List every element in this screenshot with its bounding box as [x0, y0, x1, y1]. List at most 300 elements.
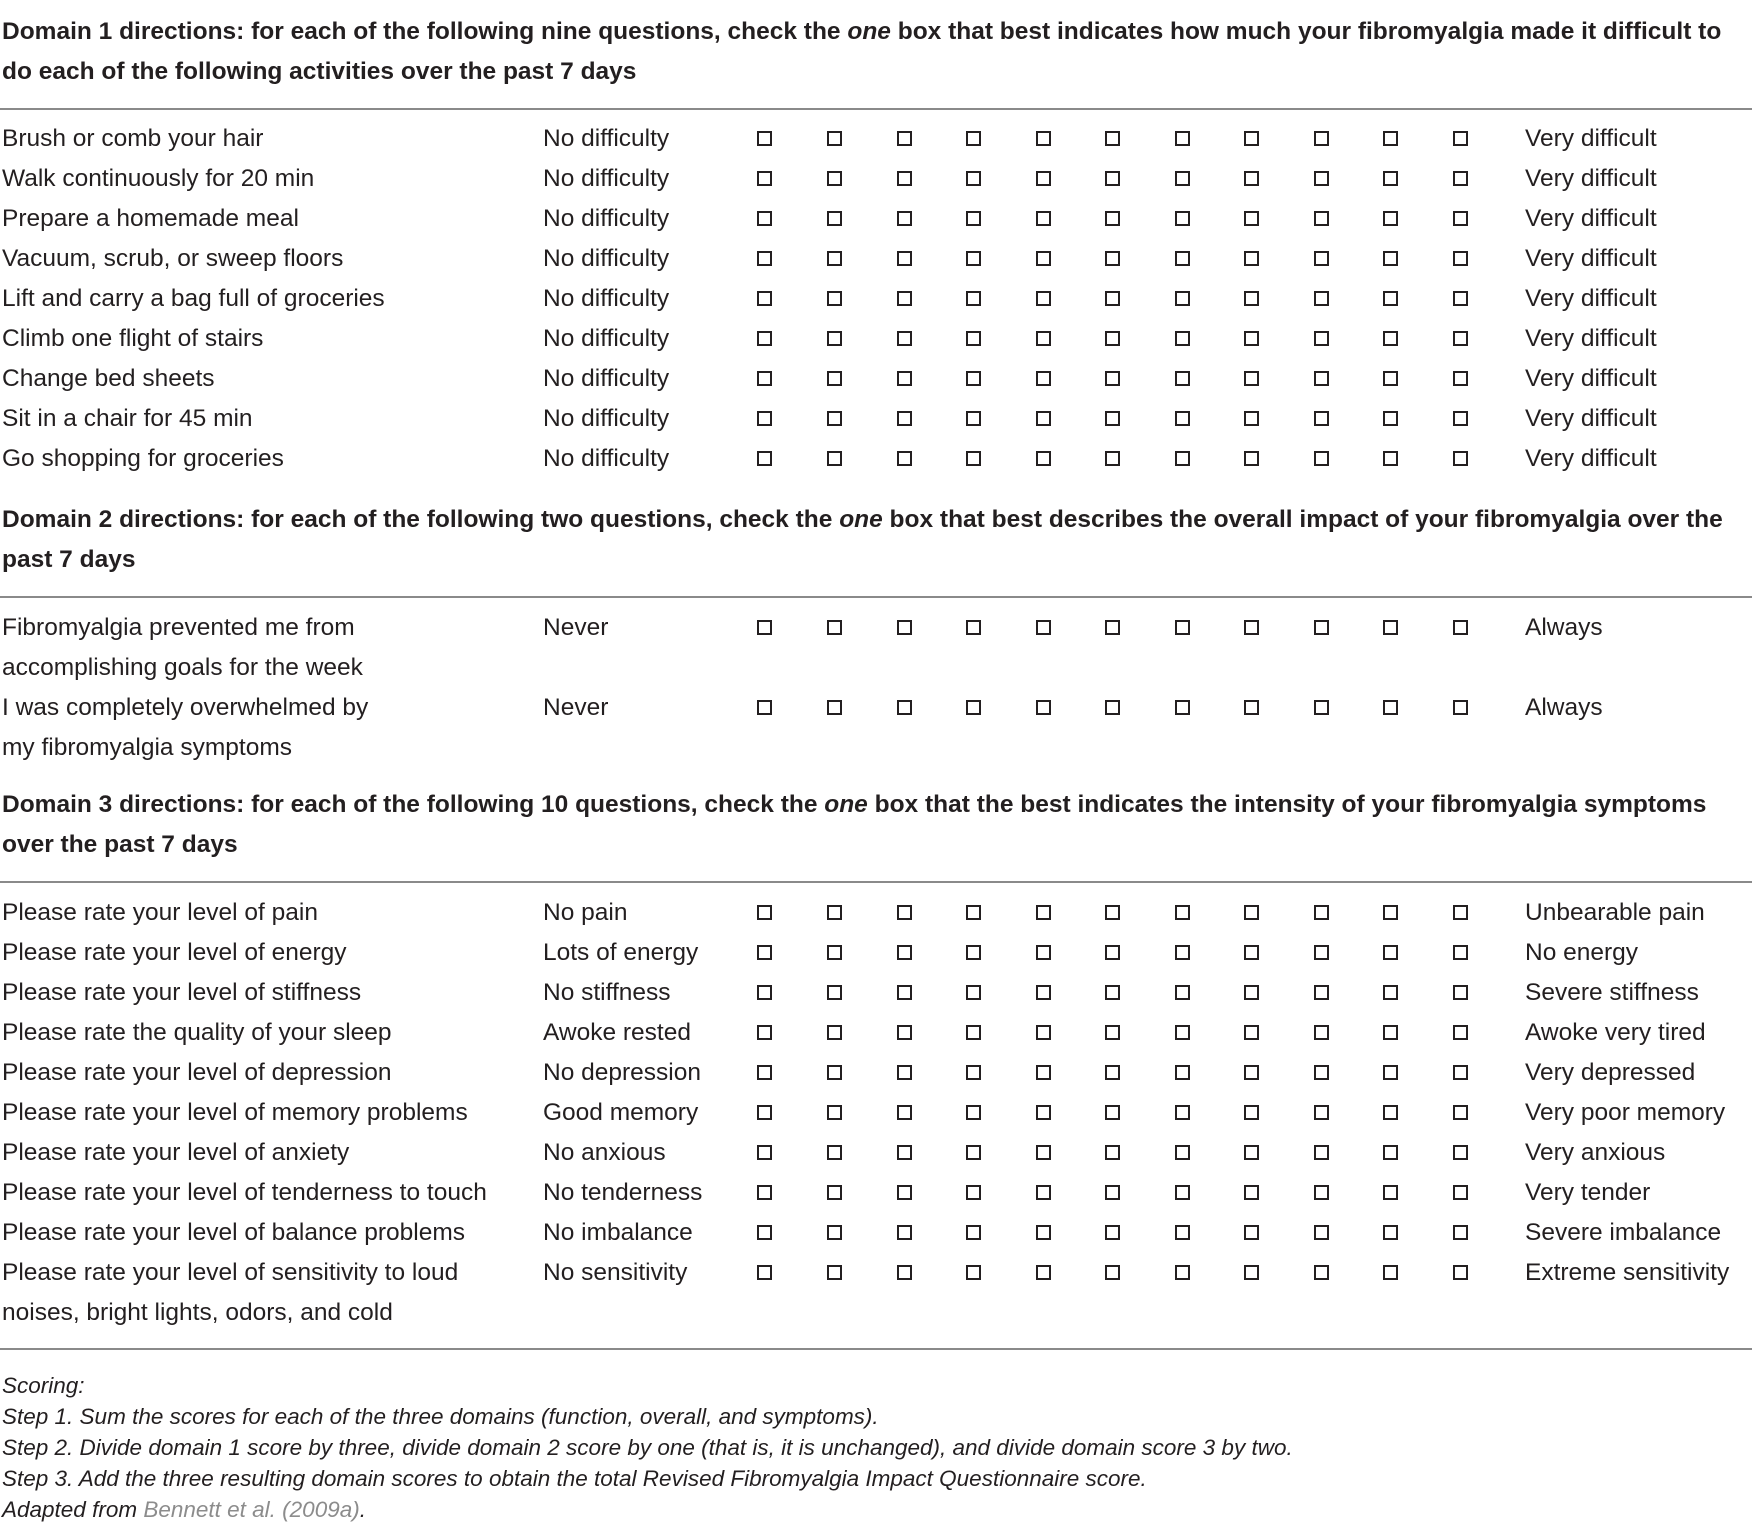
rating-checkbox-1[interactable]: [827, 411, 842, 426]
rating-checkbox-6[interactable]: [1175, 1225, 1190, 1240]
rating-checkbox-2[interactable]: [897, 331, 912, 346]
rating-checkbox-10[interactable]: [1453, 1145, 1468, 1160]
rating-checkbox-0[interactable]: [757, 1265, 772, 1280]
rating-checkbox-0[interactable]: [757, 1065, 772, 1080]
scale-low-label: No difficulty: [543, 365, 670, 392]
rating-checkbox-5[interactable]: [1105, 700, 1120, 715]
rating-checkbox-0[interactable]: [757, 1145, 772, 1160]
rating-checkbox-5[interactable]: [1105, 905, 1120, 920]
rating-checkbox-8[interactable]: [1314, 331, 1329, 346]
rating-checkbox-5[interactable]: [1105, 1225, 1120, 1240]
rating-checkbox-6[interactable]: [1175, 985, 1190, 1000]
domain3-directions-emphasis: one: [824, 791, 868, 818]
rating-checkbox-4[interactable]: [1036, 1185, 1051, 1200]
rating-checkbox-6[interactable]: [1175, 905, 1190, 920]
rating-checkbox-2[interactable]: [897, 251, 912, 266]
scale-low-label: No difficulty: [543, 205, 670, 232]
scale-high-label: Very difficult: [1525, 165, 1657, 192]
rating-checkbox-8[interactable]: [1314, 1265, 1329, 1280]
rating-checkbox-2[interactable]: [897, 131, 912, 146]
rating-checkbox-7[interactable]: [1244, 451, 1259, 466]
scale-high-label: Unbearable pain: [1525, 899, 1705, 926]
rating-checkbox-7[interactable]: [1244, 291, 1259, 306]
rating-checkbox-3[interactable]: [966, 451, 981, 466]
rating-checkbox-0[interactable]: [757, 371, 772, 386]
rating-checkbox-3[interactable]: [966, 1265, 981, 1280]
rating-checkbox-5[interactable]: [1105, 211, 1120, 226]
rating-checkbox-6[interactable]: [1175, 291, 1190, 306]
rating-checkbox-10[interactable]: [1453, 1105, 1468, 1120]
rating-checkbox-7[interactable]: [1244, 1265, 1259, 1280]
rating-checkbox-4[interactable]: [1036, 700, 1051, 715]
rating-checkbox-4[interactable]: [1036, 1065, 1051, 1080]
rating-checkbox-1[interactable]: [827, 1065, 842, 1080]
rating-checkbox-10[interactable]: [1453, 945, 1468, 960]
rating-checkbox-6[interactable]: [1175, 171, 1190, 186]
rating-checkbox-10[interactable]: [1453, 251, 1468, 266]
rating-checkbox-0[interactable]: [757, 451, 772, 466]
rating-checkbox-1[interactable]: [827, 291, 842, 306]
question-text: my fibromyalgia symptoms: [2, 734, 292, 761]
rating-checkbox-8[interactable]: [1314, 985, 1329, 1000]
rating-checkbox-4[interactable]: [1036, 291, 1051, 306]
rating-checkbox-1[interactable]: [827, 905, 842, 920]
rating-checkbox-6[interactable]: [1175, 411, 1190, 426]
rating-checkbox-7[interactable]: [1244, 1105, 1259, 1120]
question-text: Walk continuously for 20 min: [2, 165, 315, 192]
rating-checkbox-10[interactable]: [1453, 905, 1468, 920]
rating-checkbox-4[interactable]: [1036, 1025, 1051, 1040]
rating-checkbox-4[interactable]: [1036, 451, 1051, 466]
rating-checkbox-8[interactable]: [1314, 451, 1329, 466]
rating-checkbox-8[interactable]: [1314, 1065, 1329, 1080]
rating-checkbox-0[interactable]: [757, 1185, 772, 1200]
question-text: Please rate your level of tenderness to touch: [2, 1179, 487, 1206]
scale-high-label: Very difficult: [1525, 125, 1657, 152]
rating-checkbox-7[interactable]: [1244, 411, 1259, 426]
rating-checkbox-7[interactable]: [1244, 371, 1259, 386]
rating-checkbox-1[interactable]: [827, 331, 842, 346]
rating-checkbox-10[interactable]: [1453, 371, 1468, 386]
rating-checkbox-1[interactable]: [827, 251, 842, 266]
rating-checkbox-10[interactable]: [1453, 171, 1468, 186]
rating-checkbox-7[interactable]: [1244, 700, 1259, 715]
rating-checkbox-8[interactable]: [1314, 211, 1329, 226]
rating-checkbox-0[interactable]: [757, 945, 772, 960]
adapted-from: [2, 1494, 366, 1525]
rating-checkbox-2[interactable]: [897, 620, 912, 635]
rating-checkbox-0[interactable]: [757, 905, 772, 920]
rating-checkbox-2[interactable]: [897, 1145, 912, 1160]
rating-checkbox-6[interactable]: [1175, 131, 1190, 146]
rating-checkbox-4[interactable]: [1036, 331, 1051, 346]
rating-checkbox-6[interactable]: [1175, 620, 1190, 635]
domain2-directions-text: Domain 2 directions: for each of the following two questions, check the: [2, 506, 840, 533]
rating-checkbox-1[interactable]: [827, 371, 842, 386]
rating-checkbox-6[interactable]: [1175, 1145, 1190, 1160]
rating-checkbox-7[interactable]: [1244, 985, 1259, 1000]
rating-checkbox-5[interactable]: [1105, 620, 1120, 635]
rating-checkbox-9[interactable]: [1383, 331, 1398, 346]
rating-checkbox-1[interactable]: [827, 171, 842, 186]
rating-checkbox-7[interactable]: [1244, 1025, 1259, 1040]
rating-checkbox-7[interactable]: [1244, 620, 1259, 635]
rating-checkbox-9[interactable]: [1383, 171, 1398, 186]
question-text: Sit in a chair for 45 min: [2, 405, 253, 432]
rating-checkbox-9[interactable]: [1383, 945, 1398, 960]
rating-checkbox-10[interactable]: [1453, 211, 1468, 226]
scale-low-label: No anxious: [543, 1139, 666, 1166]
rating-checkbox-2[interactable]: [897, 1185, 912, 1200]
rating-checkbox-1[interactable]: [827, 451, 842, 466]
rating-checkbox-2[interactable]: [897, 1025, 912, 1040]
domain3-directions-text-end: box that the best indicates the intensity of your fibromyalgia symptoms over the past 7 days: [2, 791, 1707, 858]
rating-checkbox-3[interactable]: [966, 1105, 981, 1120]
rating-checkbox-9[interactable]: [1383, 251, 1398, 266]
rating-checkbox-9[interactable]: [1383, 131, 1398, 146]
rating-checkbox-6[interactable]: [1175, 451, 1190, 466]
rating-checkbox-8[interactable]: [1314, 371, 1329, 386]
question-text: Please rate your level of balance problems: [2, 1219, 466, 1246]
question-text: Climb one flight of stairs: [2, 325, 264, 352]
rating-checkbox-9[interactable]: [1383, 1185, 1398, 1200]
rating-checkbox-5[interactable]: [1105, 411, 1120, 426]
rating-checkbox-2[interactable]: [897, 1265, 912, 1280]
rating-checkbox-7[interactable]: [1244, 1145, 1259, 1160]
rating-checkbox-7[interactable]: [1244, 1185, 1259, 1200]
rating-checkbox-8[interactable]: [1314, 1225, 1329, 1240]
rating-checkbox-3[interactable]: [966, 1065, 981, 1080]
rating-checkbox-6[interactable]: [1175, 1185, 1190, 1200]
rating-checkbox-3[interactable]: [966, 171, 981, 186]
reference-link[interactable]: Bennett et al. (2009a): [143, 1497, 360, 1522]
rating-checkbox-8[interactable]: [1314, 291, 1329, 306]
scale-high-label: Very difficult: [1525, 245, 1657, 272]
rating-checkbox-8[interactable]: [1314, 411, 1329, 426]
rating-checkbox-0[interactable]: [757, 985, 772, 1000]
rating-checkbox-7[interactable]: [1244, 1225, 1259, 1240]
rating-checkbox-6[interactable]: [1175, 1025, 1190, 1040]
rating-checkbox-10[interactable]: [1453, 1185, 1468, 1200]
rating-checkbox-10[interactable]: [1453, 131, 1468, 146]
scale-high-label: Very difficult: [1525, 405, 1657, 432]
rating-checkbox-10[interactable]: [1453, 620, 1468, 635]
scale-low-label: No pain: [543, 899, 628, 926]
rating-checkbox-2[interactable]: [897, 451, 912, 466]
rating-checkbox-7[interactable]: [1244, 1065, 1259, 1080]
rating-checkbox-10[interactable]: [1453, 331, 1468, 346]
question-text: Please rate your level of depression: [2, 1059, 392, 1086]
rating-checkbox-8[interactable]: [1314, 945, 1329, 960]
rating-checkbox-9[interactable]: [1383, 1145, 1398, 1160]
rating-checkbox-8[interactable]: [1314, 1145, 1329, 1160]
rating-checkbox-1[interactable]: [827, 700, 842, 715]
rating-checkbox-4[interactable]: [1036, 1225, 1051, 1240]
rating-checkbox-9[interactable]: [1383, 371, 1398, 386]
rating-checkbox-9[interactable]: [1383, 1025, 1398, 1040]
rating-checkbox-3[interactable]: [966, 1145, 981, 1160]
rating-checkbox-9[interactable]: [1383, 291, 1398, 306]
rating-checkbox-10[interactable]: [1453, 700, 1468, 715]
domain1-directions-text: Domain 1 directions: for each of the following nine questions, check the: [2, 18, 848, 45]
domain1-directions: [2, 12, 1750, 92]
rating-checkbox-5[interactable]: [1105, 945, 1120, 960]
rating-checkbox-10[interactable]: [1453, 291, 1468, 306]
rating-checkbox-8[interactable]: [1314, 171, 1329, 186]
scale-low-label: No difficulty: [543, 165, 670, 192]
rating-checkbox-8[interactable]: [1314, 131, 1329, 146]
rating-checkbox-1[interactable]: [827, 945, 842, 960]
scoring-step-2: Step 2. Divide domain 1 score by three, divide domain 2 score by one (that is, it is unchanged), and divide domain score 3 by two.: [2, 1435, 1293, 1460]
rating-checkbox-3[interactable]: [966, 251, 981, 266]
rating-checkbox-9[interactable]: [1383, 1265, 1398, 1280]
scale-high-label: Severe stiffness: [1525, 979, 1699, 1006]
rating-checkbox-4[interactable]: [1036, 905, 1051, 920]
scoring-title: Scoring:: [2, 1373, 85, 1398]
rating-checkbox-2[interactable]: [897, 945, 912, 960]
rating-checkbox-2[interactable]: [897, 1105, 912, 1120]
rating-checkbox-1[interactable]: [827, 1185, 842, 1200]
scale-low-label: No difficulty: [543, 405, 670, 432]
rating-checkbox-1[interactable]: [827, 1105, 842, 1120]
domain3-directions-text: Domain 3 directions: for each of the following 10 questions, check the: [2, 791, 825, 818]
scoring-step-3: Step 3. Add the three resulting domain scores to obtain the total Revised Fibromyalgia Impact Questionnaire score.: [2, 1466, 1147, 1491]
rating-checkbox-5[interactable]: [1105, 171, 1120, 186]
rating-checkbox-6[interactable]: [1175, 945, 1190, 960]
rating-checkbox-8[interactable]: [1314, 1185, 1329, 1200]
rating-checkbox-8[interactable]: [1314, 251, 1329, 266]
rating-checkbox-6[interactable]: [1175, 1265, 1190, 1280]
rating-checkbox-4[interactable]: [1036, 411, 1051, 426]
rating-checkbox-8[interactable]: [1314, 1105, 1329, 1120]
rating-checkbox-2[interactable]: [897, 1065, 912, 1080]
rating-checkbox-5[interactable]: [1105, 451, 1120, 466]
rating-checkbox-4[interactable]: [1036, 371, 1051, 386]
rating-checkbox-2[interactable]: [897, 700, 912, 715]
rating-checkbox-7[interactable]: [1244, 171, 1259, 186]
rating-checkbox-3[interactable]: [966, 371, 981, 386]
rating-checkbox-8[interactable]: [1314, 905, 1329, 920]
domain1-divider: [0, 108, 1752, 110]
rating-checkbox-2[interactable]: [897, 1225, 912, 1240]
scale-high-label: Very depressed: [1525, 1059, 1696, 1086]
rating-checkbox-1[interactable]: [827, 1265, 842, 1280]
rating-checkbox-1[interactable]: [827, 1145, 842, 1160]
scale-low-label: Awoke rested: [543, 1019, 691, 1046]
rating-checkbox-0[interactable]: [757, 171, 772, 186]
domain2-directions-text-end: box that best describes the overall impact of your fibromyalgia over the past 7 days: [2, 506, 1723, 573]
rating-checkbox-1[interactable]: [827, 985, 842, 1000]
rating-checkbox-6[interactable]: [1175, 700, 1190, 715]
scale-low-label: No difficulty: [543, 125, 670, 152]
domain3-directions: [2, 785, 1750, 865]
scale-high-label: Very poor memory: [1525, 1099, 1726, 1126]
rating-checkbox-0[interactable]: [757, 411, 772, 426]
rating-checkbox-0[interactable]: [757, 211, 772, 226]
rating-checkbox-5[interactable]: [1105, 371, 1120, 386]
question-text: Fibromyalgia prevented me from: [2, 614, 355, 641]
question-text: Go shopping for groceries: [2, 445, 284, 472]
rating-checkbox-7[interactable]: [1244, 945, 1259, 960]
rating-checkbox-5[interactable]: [1105, 331, 1120, 346]
rating-checkbox-5[interactable]: [1105, 1065, 1120, 1080]
rating-checkbox-3[interactable]: [966, 331, 981, 346]
rating-checkbox-4[interactable]: [1036, 1265, 1051, 1280]
rating-checkbox-9[interactable]: [1383, 700, 1398, 715]
rating-checkbox-10[interactable]: [1453, 1025, 1468, 1040]
rating-checkbox-2[interactable]: [897, 291, 912, 306]
rating-checkbox-0[interactable]: [757, 131, 772, 146]
rating-checkbox-6[interactable]: [1175, 211, 1190, 226]
rating-checkbox-3[interactable]: [966, 1025, 981, 1040]
scale-high-label: Very difficult: [1525, 325, 1657, 352]
rating-checkbox-4[interactable]: [1036, 251, 1051, 266]
rating-checkbox-6[interactable]: [1175, 1065, 1190, 1080]
rating-checkbox-5[interactable]: [1105, 985, 1120, 1000]
rating-checkbox-9[interactable]: [1383, 985, 1398, 1000]
rating-checkbox-3[interactable]: [966, 700, 981, 715]
rating-checkbox-2[interactable]: [897, 211, 912, 226]
rating-checkbox-0[interactable]: [757, 331, 772, 346]
scale-high-label: Very difficult: [1525, 285, 1657, 312]
rating-checkbox-5[interactable]: [1105, 251, 1120, 266]
rating-checkbox-3[interactable]: [966, 131, 981, 146]
rating-checkbox-1[interactable]: [827, 211, 842, 226]
rating-checkbox-3[interactable]: [966, 905, 981, 920]
rating-checkbox-6[interactable]: [1175, 331, 1190, 346]
scale-low-label: No depression: [543, 1059, 701, 1086]
rating-checkbox-4[interactable]: [1036, 211, 1051, 226]
rating-checkbox-0[interactable]: [757, 1025, 772, 1040]
rating-checkbox-2[interactable]: [897, 371, 912, 386]
rating-checkbox-1[interactable]: [827, 1225, 842, 1240]
rating-checkbox-10[interactable]: [1453, 1225, 1468, 1240]
rating-checkbox-7[interactable]: [1244, 131, 1259, 146]
question-text: Please rate your level of sensitivity to loud: [2, 1259, 459, 1286]
rating-checkbox-8[interactable]: [1314, 1025, 1329, 1040]
scale-low-label: No difficulty: [543, 245, 670, 272]
rating-checkbox-2[interactable]: [897, 411, 912, 426]
rating-checkbox-9[interactable]: [1383, 620, 1398, 635]
rating-checkbox-3[interactable]: [966, 1185, 981, 1200]
rating-checkbox-2[interactable]: [897, 985, 912, 1000]
rating-checkbox-5[interactable]: [1105, 1145, 1120, 1160]
rating-checkbox-8[interactable]: [1314, 620, 1329, 635]
rating-checkbox-10[interactable]: [1453, 985, 1468, 1000]
question-text: Lift and carry a bag full of groceries: [2, 285, 385, 312]
scale-high-label: Awoke very tired: [1525, 1019, 1706, 1046]
rating-checkbox-0[interactable]: [757, 291, 772, 306]
rating-checkbox-3[interactable]: [966, 945, 981, 960]
scale-high-label: Very difficult: [1525, 365, 1657, 392]
scale-low-label: Never: [543, 694, 609, 721]
question-text: Please rate your level of memory problems: [2, 1099, 468, 1126]
scale-high-label: Very difficult: [1525, 445, 1657, 472]
adapted-from-prefix: Adapted from: [2, 1497, 144, 1522]
rating-checkbox-9[interactable]: [1383, 905, 1398, 920]
question-text: Please rate your level of anxiety: [2, 1139, 350, 1166]
rating-checkbox-7[interactable]: [1244, 331, 1259, 346]
rating-checkbox-0[interactable]: [757, 251, 772, 266]
rating-checkbox-5[interactable]: [1105, 1025, 1120, 1040]
rating-checkbox-5[interactable]: [1105, 1265, 1120, 1280]
rating-checkbox-4[interactable]: [1036, 131, 1051, 146]
rating-checkbox-3[interactable]: [966, 291, 981, 306]
rating-checkbox-4[interactable]: [1036, 1105, 1051, 1120]
rating-checkbox-5[interactable]: [1105, 291, 1120, 306]
rating-checkbox-7[interactable]: [1244, 251, 1259, 266]
rating-checkbox-6[interactable]: [1175, 1105, 1190, 1120]
domain1-directions-emphasis: one: [847, 18, 891, 45]
rating-checkbox-10[interactable]: [1453, 1265, 1468, 1280]
rating-checkbox-1[interactable]: [827, 131, 842, 146]
question-text: Brush or comb your hair: [2, 125, 264, 152]
rating-checkbox-9[interactable]: [1383, 1105, 1398, 1120]
rating-checkbox-4[interactable]: [1036, 171, 1051, 186]
rating-checkbox-1[interactable]: [827, 620, 842, 635]
scale-high-label: Always: [1525, 614, 1603, 641]
rating-checkbox-0[interactable]: [757, 1225, 772, 1240]
rating-checkbox-4[interactable]: [1036, 1145, 1051, 1160]
rating-checkbox-4[interactable]: [1036, 985, 1051, 1000]
rating-checkbox-3[interactable]: [966, 620, 981, 635]
domain3-divider: [0, 881, 1752, 883]
rating-checkbox-0[interactable]: [757, 620, 772, 635]
rating-checkbox-10[interactable]: [1453, 411, 1468, 426]
rating-checkbox-0[interactable]: [757, 700, 772, 715]
scale-low-label: No imbalance: [543, 1219, 693, 1246]
scale-high-label: Extreme sensitivity: [1525, 1259, 1730, 1286]
rating-checkbox-5[interactable]: [1105, 131, 1120, 146]
rating-checkbox-9[interactable]: [1383, 411, 1398, 426]
scale-low-label: Lots of energy: [543, 939, 699, 966]
rating-checkbox-2[interactable]: [897, 171, 912, 186]
scale-high-label: Always: [1525, 694, 1603, 721]
rating-checkbox-5[interactable]: [1105, 1185, 1120, 1200]
rating-checkbox-10[interactable]: [1453, 451, 1468, 466]
rating-checkbox-3[interactable]: [966, 211, 981, 226]
scale-high-label: Very difficult: [1525, 205, 1657, 232]
question-text: Please rate your level of pain: [2, 899, 318, 926]
question-text: Please rate your level of stiffness: [2, 979, 362, 1006]
rating-checkbox-10[interactable]: [1453, 1065, 1468, 1080]
rating-checkbox-3[interactable]: [966, 985, 981, 1000]
rating-checkbox-2[interactable]: [897, 905, 912, 920]
rating-checkbox-3[interactable]: [966, 411, 981, 426]
scale-low-label: No difficulty: [543, 445, 670, 472]
rating-checkbox-9[interactable]: [1383, 211, 1398, 226]
rating-checkbox-6[interactable]: [1175, 371, 1190, 386]
rating-checkbox-9[interactable]: [1383, 1225, 1398, 1240]
rating-checkbox-9[interactable]: [1383, 1065, 1398, 1080]
rating-checkbox-4[interactable]: [1036, 620, 1051, 635]
rating-checkbox-5[interactable]: [1105, 1105, 1120, 1120]
footer-divider: [0, 1348, 1752, 1350]
question-text: Vacuum, scrub, or sweep floors: [2, 245, 344, 272]
rating-checkbox-7[interactable]: [1244, 211, 1259, 226]
rating-checkbox-1[interactable]: [827, 1025, 842, 1040]
rating-checkbox-8[interactable]: [1314, 700, 1329, 715]
scale-high-label: No energy: [1525, 939, 1639, 966]
rating-checkbox-6[interactable]: [1175, 251, 1190, 266]
scale-high-label: Very tender: [1525, 1179, 1651, 1206]
rating-checkbox-4[interactable]: [1036, 945, 1051, 960]
rating-checkbox-7[interactable]: [1244, 905, 1259, 920]
rating-checkbox-0[interactable]: [757, 1105, 772, 1120]
rating-checkbox-9[interactable]: [1383, 451, 1398, 466]
rating-checkbox-3[interactable]: [966, 1225, 981, 1240]
scale-low-label: No sensitivity: [543, 1259, 688, 1286]
